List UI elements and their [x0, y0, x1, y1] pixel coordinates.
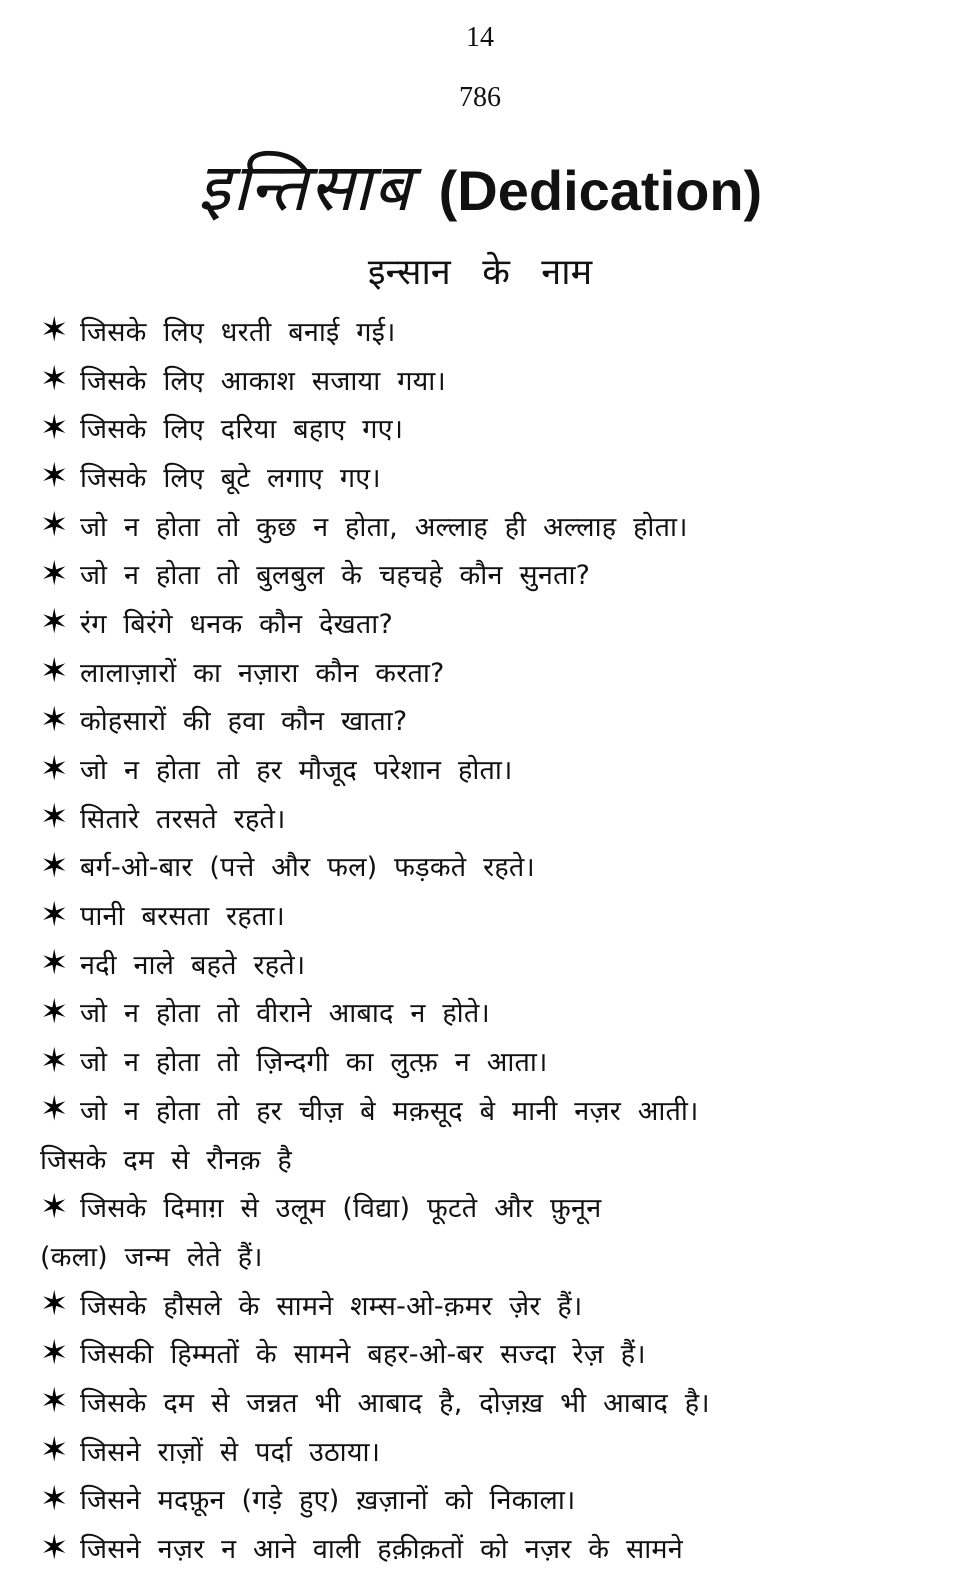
list-item-text: लालाज़ारों का नज़ारा कौन करता?: [80, 657, 445, 689]
six-point-star-icon: ✶: [40, 505, 69, 546]
six-point-star-icon: ✶: [40, 699, 69, 740]
list-item-text: जिसने नज़र न आने वाली हक़ीक़तों को नज़र के सामने: [80, 1534, 683, 1566]
list-item-text: जिसके दम से जन्नत भी आबाद है, दोज़ख़ भी आबाद है।: [80, 1387, 710, 1419]
six-point-star-icon: ✶: [40, 1527, 69, 1568]
page-number: 14: [466, 22, 494, 53]
page-title: [0, 140, 960, 230]
list-item: [40, 1280, 920, 1329]
six-point-star-icon: ✶: [40, 553, 69, 594]
six-point-star-icon: ✶: [40, 991, 69, 1032]
list-item: [40, 1036, 920, 1085]
six-point-star-icon: ✶: [40, 456, 69, 497]
list-item-text: जिसके लिए बूटे लगाए गए।: [80, 462, 381, 494]
list-item: [40, 744, 920, 793]
list-item: [40, 1523, 920, 1572]
list-item: [40, 890, 920, 939]
list-item-text: जो न होता तो बुलबुल के चहचहे कौन सुनता?: [80, 560, 591, 592]
six-point-star-icon: ✶: [40, 359, 69, 400]
list-item: [40, 403, 920, 452]
list-item-text: जिसके लिए दरिया बहाए गए।: [80, 414, 404, 446]
list-item-text: जिसकी हिम्मतों के सामने बहर-ओ-बर सज्दा रेज़ हैं।: [80, 1339, 646, 1371]
list-item: [40, 842, 920, 891]
list-item: [40, 1085, 920, 1134]
list-item-text: नदी नाले बहते रहते।: [80, 949, 306, 981]
six-point-star-icon: ✶: [40, 845, 69, 886]
list-item-text: जिसके दिमाग़ से उलूम (विद्या) फूटते और फ़ुनून: [80, 1193, 602, 1225]
list-item-text: सितारे तरसते रहते।: [80, 803, 286, 835]
list-item-text: (कला) जन्म लेते हैं।: [40, 1241, 263, 1273]
list-item: [40, 793, 920, 842]
list-item: [40, 1426, 920, 1475]
list-item-text: रंग बिरंगे धनक कौन देखता?: [80, 608, 394, 640]
six-point-star-icon: ✶: [40, 1430, 69, 1471]
title-hindi: इन्तिसाब: [197, 149, 413, 226]
six-point-star-icon: ✶: [40, 310, 69, 351]
list-item: [40, 647, 920, 696]
list-item-text: जो न होता तो ज़िन्दगी का लुत्फ़ न आता।: [80, 1047, 548, 1079]
six-point-star-icon: ✶: [40, 797, 69, 838]
title-english: (Dedication): [438, 159, 763, 222]
page-code: 786: [459, 82, 501, 113]
list-item-text: जिसने मदफ़ून (गड़े हुए) ख़ज़ानों को निकाला।: [80, 1485, 576, 1517]
list-item: [40, 598, 920, 647]
six-point-star-icon: ✶: [40, 1284, 69, 1325]
list-item-text: पानी बरसता रहता।: [80, 901, 285, 933]
list-item-text: जिसके दम से रौनक़ है: [40, 1144, 292, 1176]
list-item: [40, 1377, 920, 1426]
six-point-star-icon: ✶: [40, 1381, 69, 1422]
list-item: [40, 1231, 920, 1280]
list-item: [40, 988, 920, 1037]
six-point-star-icon: ✶: [40, 748, 69, 789]
list-item-text: जिसने राज़ों से पर्दा उठाया।: [80, 1436, 381, 1468]
six-point-star-icon: ✶: [40, 1089, 69, 1130]
list-item-text: जिसके लिए धरती बनाई गई।: [80, 316, 396, 348]
list-item: [40, 1182, 920, 1231]
page-subtitle: इन्सान के नाम: [367, 252, 593, 293]
six-point-star-icon: ✶: [40, 894, 69, 935]
list-item: [40, 696, 920, 745]
list-item-text: जिसके लिए आकाश सजाया गया।: [80, 365, 446, 397]
list-item: [40, 501, 920, 550]
dedication-lines: [40, 306, 920, 1572]
list-item-text: बर्ग-ओ-बार (पत्ते और फल) फड़कते रहते।: [80, 852, 535, 884]
list-item: [40, 549, 920, 598]
list-item: [40, 939, 920, 988]
six-point-star-icon: ✶: [40, 1186, 69, 1227]
list-item: [40, 452, 920, 501]
six-point-star-icon: ✶: [40, 1040, 69, 1081]
six-point-star-icon: ✶: [40, 1332, 69, 1373]
list-item-text: जो न होता तो कुछ न होता, अल्लाह ही अल्लाह होता।: [80, 511, 688, 543]
list-item-text: जो न होता तो हर मौजूद परेशान होता।: [80, 755, 513, 787]
list-item: [40, 1328, 920, 1377]
list-item: [40, 1475, 920, 1524]
six-point-star-icon: ✶: [40, 943, 69, 984]
six-point-star-icon: ✶: [40, 407, 69, 448]
six-point-star-icon: ✶: [40, 1478, 69, 1519]
list-item-text: जो न होता तो हर चीज़ बे मक़सूद बे मानी नज़र आती।: [80, 1095, 699, 1127]
list-item-text: जो न होता तो वीराने आबाद न होते।: [80, 998, 490, 1030]
six-point-star-icon: ✶: [40, 602, 69, 643]
list-item-text: जिसके हौसले के सामने शम्स-ओ-क़मर ज़ेर हैं।: [80, 1290, 583, 1322]
list-item: [40, 306, 920, 355]
list-item: [40, 1134, 920, 1183]
list-item: [40, 355, 920, 404]
six-point-star-icon: ✶: [40, 651, 69, 692]
list-item-text: कोहसारों की हवा कौन खाता?: [80, 706, 408, 738]
